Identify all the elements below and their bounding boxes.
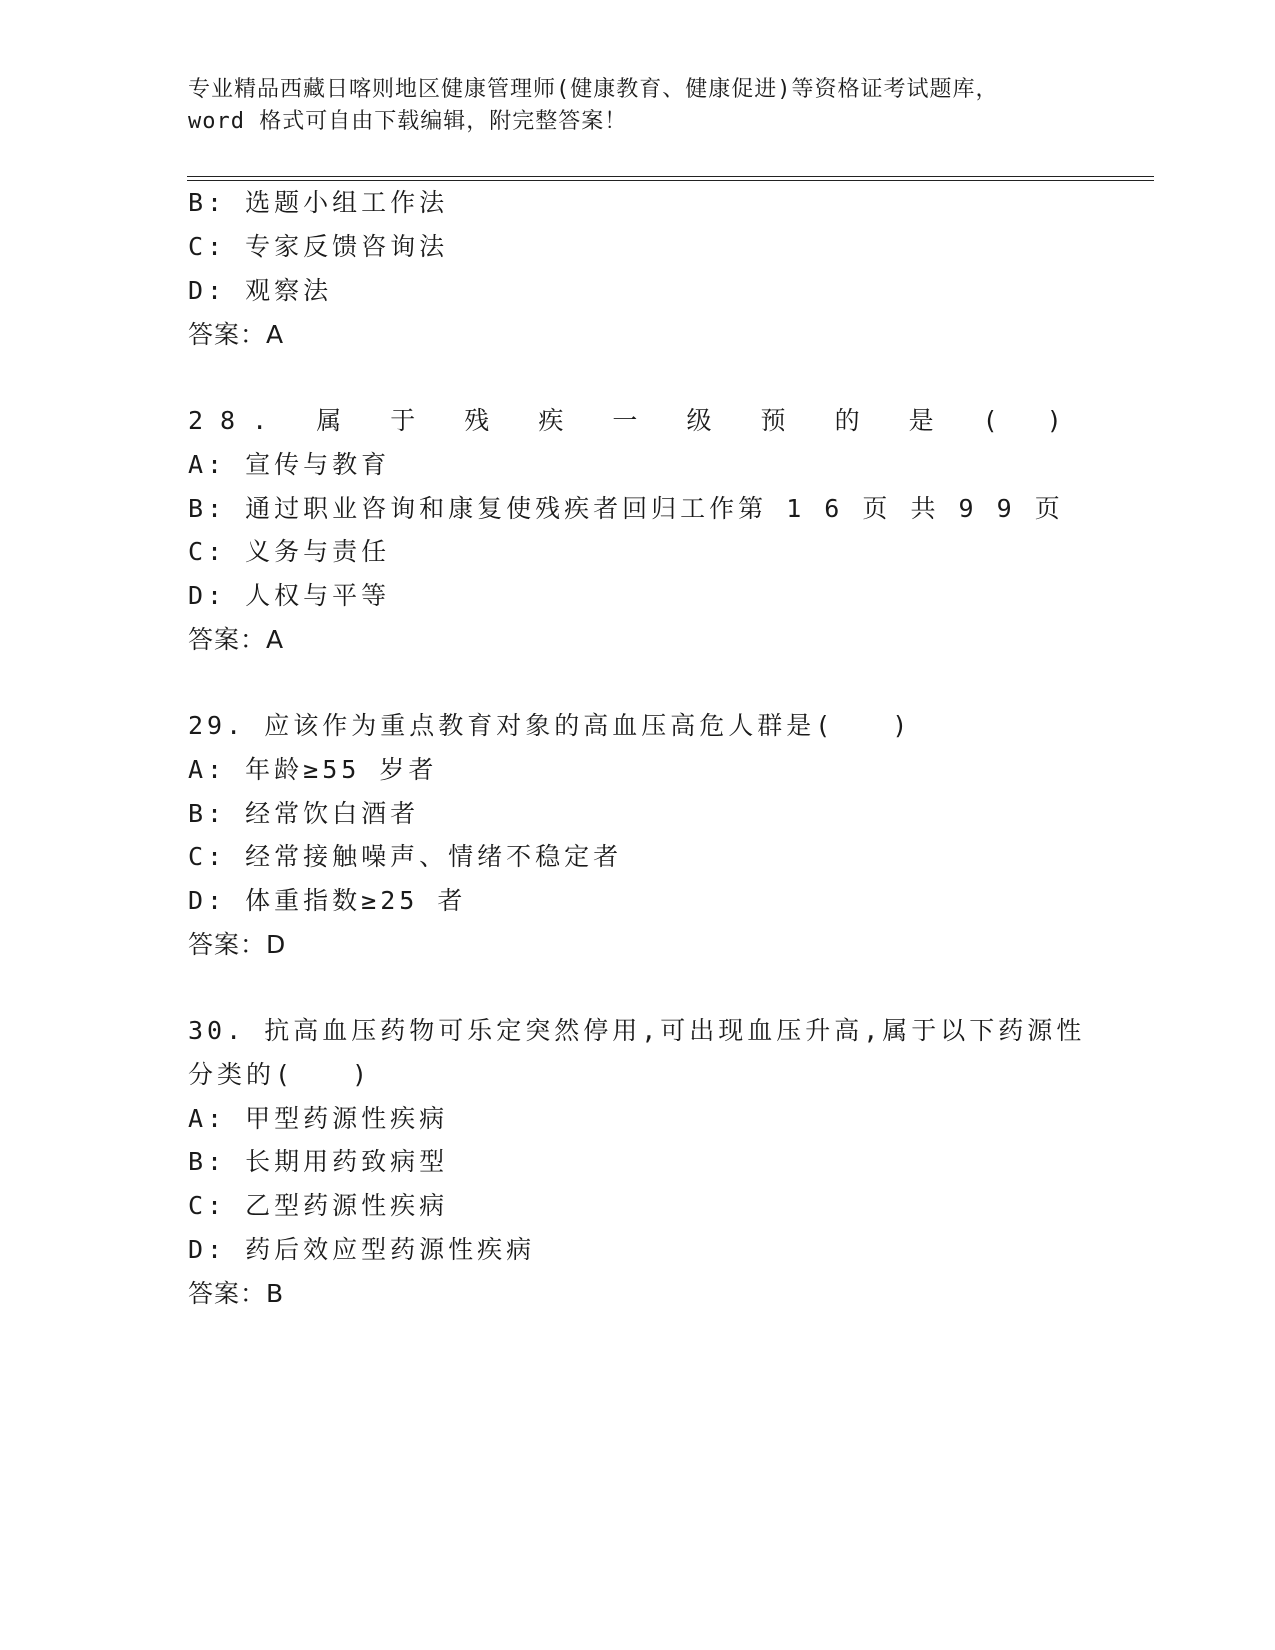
header-divider: [187, 176, 1154, 181]
q28-answer: 答案：A: [188, 625, 285, 654]
prev-answer: 答案：A: [188, 320, 285, 349]
q30-option-b: B: 长期用药致病型: [188, 1147, 449, 1176]
q28-option-d: D: 人权与平等: [188, 581, 391, 610]
q29-option-b: B: 经常饮白酒者: [188, 799, 420, 828]
q29-option-c: C: 经常接触噪声、情绪不稳定者: [188, 842, 623, 871]
q30-answer: 答案：B: [188, 1279, 285, 1308]
prev-option-d: D: 观察法: [188, 276, 333, 305]
q30-option-d: D: 药后效应型药源性疾病: [188, 1235, 536, 1264]
q30-option-c: C: 乙型药源性疾病: [188, 1191, 449, 1220]
prev-option-b: B: 选题小组工作法: [188, 188, 449, 217]
prev-option-c: C: 专家反馈咨询法: [188, 232, 449, 261]
q30-stem-line-2: 分类的( ): [188, 1060, 372, 1089]
q28-option-c: C: 义务与责任: [188, 537, 391, 566]
q28-option-a: A: 宣传与教育: [188, 450, 391, 479]
document-header: [188, 74, 1088, 138]
q30-stem-line-1: 30. 抗高血压药物可乐定突然停用,可出现血压升高,属于以下药源性: [188, 1016, 1086, 1045]
q29-answer: 答案：D: [188, 930, 287, 959]
q29-stem: 29. 应该作为重点教育对象的高血压高危人群是( ): [188, 711, 912, 740]
q28-stem: 28. 属 于 残 疾 一 级 预 的 是 ( ): [188, 406, 1079, 435]
q29-option-a: A: 年龄≥55 岁者: [188, 755, 438, 784]
header-line-2: word 格式可自由下载编辑，附完整答案！: [188, 109, 628, 134]
header-line-1: 专业精品西藏日喀则地区健康管理师(健康教育、健康促进)等资格证考试题库，: [188, 77, 999, 102]
q28-option-b: B: 通过职业咨询和康复使残疾者回归工作第 1 6 页 共 9 9 页: [188, 494, 1064, 523]
q29-option-d: D: 体重指数≥25 者: [188, 886, 467, 915]
q30-option-a: A: 甲型药源性疾病: [188, 1104, 449, 1133]
